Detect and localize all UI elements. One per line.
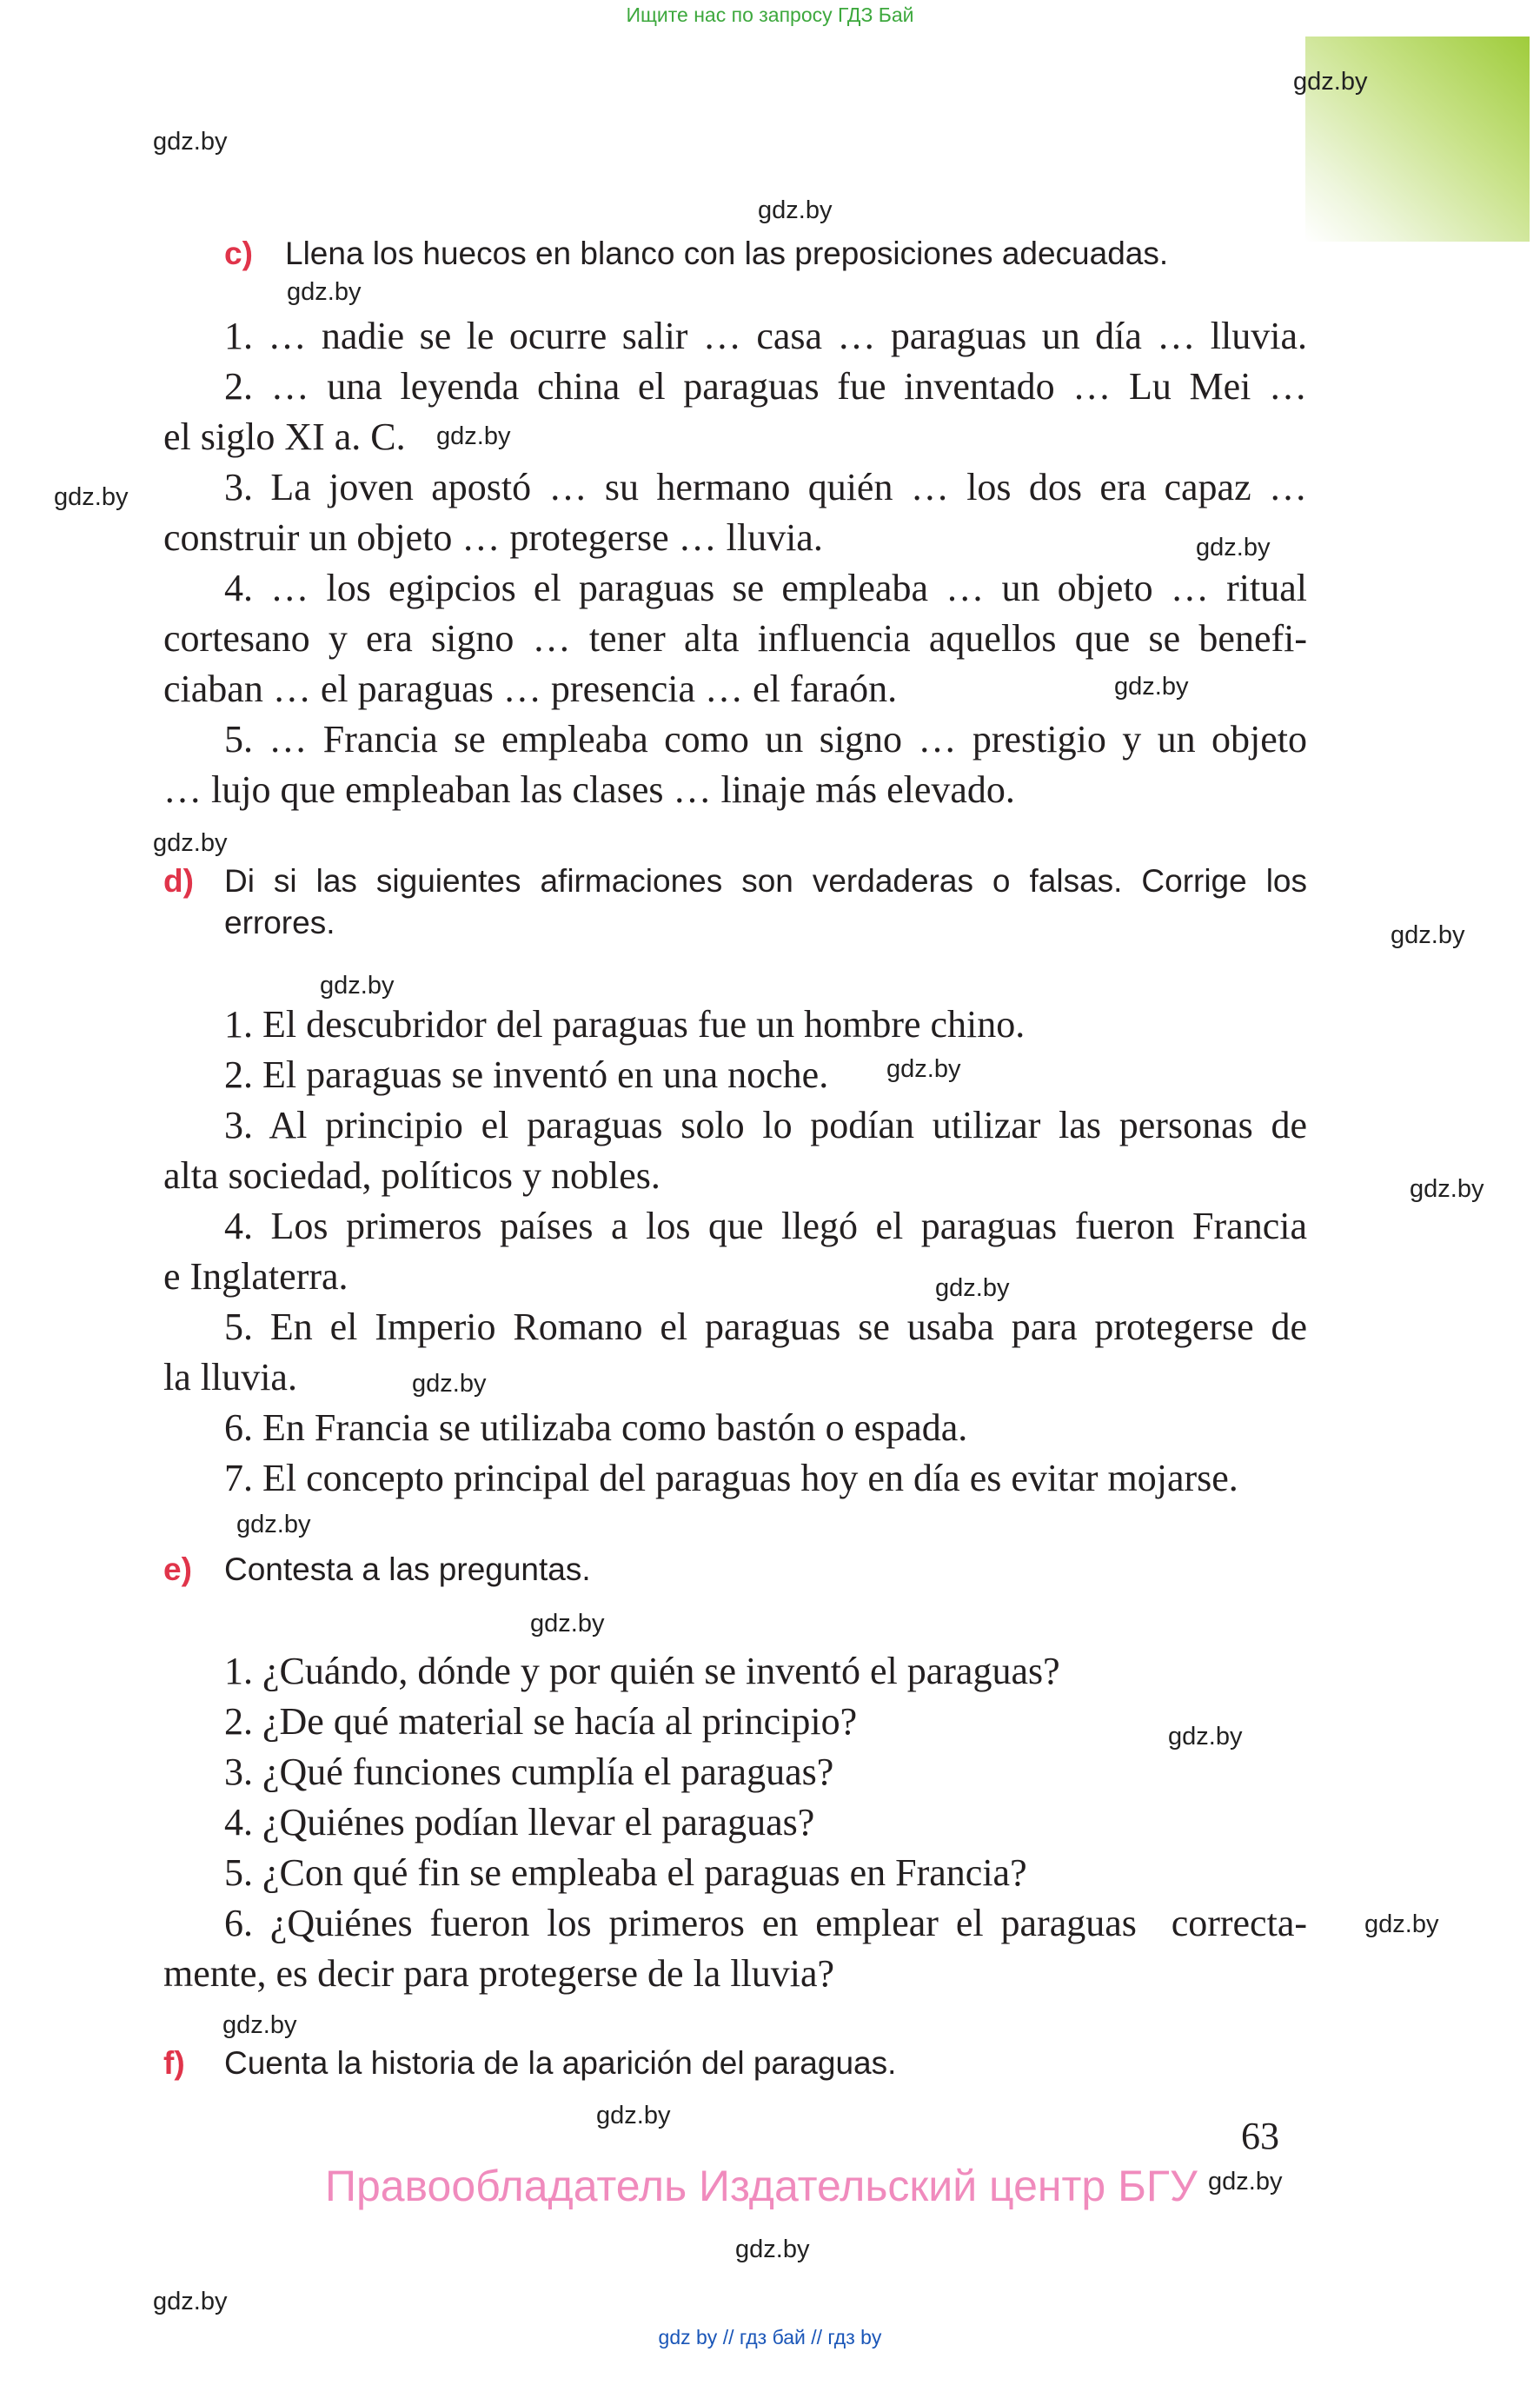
task-e-header — [163, 1549, 1307, 1591]
bottom-links-note: gdz by // гдз бай // гдз by — [658, 2326, 882, 2348]
exercise-line: 6. En Francia se utilizaba como bastón o espada. — [224, 1406, 968, 1449]
task-instruction: Contesta a las preguntas. — [224, 1551, 591, 1587]
watermark: gdz.by — [1208, 2168, 1283, 2196]
exercise-line: 2. … una leyenda china el paraguas fue inventado … Lu Mei … — [224, 365, 1307, 408]
exercise-line: 5. ¿Con qué fin se empleaba el paraguas en Francia? — [224, 1851, 1027, 1894]
task-label: d) — [163, 863, 194, 899]
watermark: gdz.by — [1168, 1723, 1243, 1751]
exercise-line: cortesano y era signo … tener alta influencia aquellos que se benefi- — [163, 617, 1307, 660]
watermark: gdz.by — [735, 2236, 810, 2263]
task-c-exercise — [163, 311, 1307, 815]
watermark: gdz.by — [236, 1511, 311, 1538]
task-instruction: Llena los huecos en blanco con las preposiciones adecuadas. — [285, 236, 1169, 271]
watermark: gdz.by — [935, 1274, 1010, 1302]
watermark: gdz.by — [758, 196, 833, 224]
watermark: gdz.by — [54, 483, 129, 511]
exercise-line: 3. La joven apostó … su hermano quién … los dos era capaz … — [224, 466, 1307, 508]
watermark: gdz.by — [320, 972, 395, 1000]
watermark: gdz.by — [436, 422, 511, 450]
task-label: e) — [163, 1551, 192, 1587]
watermark: gdz.by — [1364, 1910, 1439, 1938]
exercise-line: ciaban … el paraguas … presencia … el faraón. — [163, 668, 898, 710]
exercise-line: e Inglaterra. — [163, 1255, 348, 1298]
watermark: gdz.by — [1196, 534, 1271, 561]
watermark: gdz.by — [412, 1370, 487, 1398]
task-c-header — [224, 233, 1307, 275]
task-d-exercise — [163, 1000, 1307, 1504]
task-d-header — [163, 860, 1307, 944]
watermark: gdz.by — [596, 2102, 671, 2129]
task-instruction: Cuenta la historia de la aparición del paraguas. — [224, 2045, 897, 2081]
watermark: gdz.by — [1410, 1175, 1484, 1203]
task-label: c) — [224, 236, 253, 271]
watermark: gdz.by — [530, 1610, 605, 1638]
exercise-line: el siglo XI a. C. — [163, 415, 406, 458]
exercise-line: mente, es decir para protegerse de la lluvia? — [163, 1952, 835, 1995]
exercise-line: 5. … Francia se empleaba como un signo … prestigio y un objeto — [224, 718, 1307, 761]
watermark: gdz.by — [1391, 921, 1465, 949]
exercise-line: construir un objeto … protegerse … lluvia. — [163, 516, 823, 559]
exercise-line: 1. … nadie se le ocurre salir … casa … paraguas un día … lluvia. — [224, 315, 1307, 357]
watermark: gdz.by — [153, 829, 228, 857]
exercise-line: 7. El concepto principal del paraguas hoy en día es evitar mojarse. — [224, 1457, 1238, 1499]
exercise-line: 4. Los primeros países a los que llegó el paraguas fueron Francia — [224, 1205, 1307, 1247]
watermark: gdz.by — [1114, 673, 1189, 701]
task-label: f) — [163, 2045, 185, 2081]
task-f-header — [163, 2043, 1307, 2084]
exercise-line: … lujo que empleaban las clases … linaje más elevado. — [163, 768, 1015, 811]
exercise-line: 6. ¿Quiénes fueron los primeros en emplear el paraguas correcta- — [224, 1902, 1307, 1944]
watermark: gdz.by — [287, 278, 362, 306]
exercise-line: 1. El descubridor del paraguas fue un hombre chino. — [224, 1003, 1026, 1046]
exercise-line: 3. Al principio el paraguas solo lo podían utilizar las personas de — [224, 1104, 1307, 1146]
watermark: gdz.by — [222, 2011, 297, 2039]
exercise-line: alta sociedad, políticos y nobles. — [163, 1154, 660, 1197]
exercise-line: 2. ¿De qué material se hacía al principio? — [224, 1700, 858, 1743]
exercise-line: 4. ¿Quiénes podían llevar el paraguas? — [224, 1801, 815, 1844]
top-search-note: Ищите нас по запросу ГДЗ Бай — [626, 3, 914, 26]
exercise-line: 3. ¿Qué funciones cumplía el paraguas? — [224, 1751, 834, 1793]
page-number: 63 — [1241, 2115, 1279, 2157]
task-instruction: Di si las siguientes afirmaciones son verdaderas o falsas. Corrige los — [224, 863, 1307, 899]
task-e-exercise — [163, 1646, 1307, 1999]
exercise-line: 4. … los egipcios el paraguas se empleaba … un objeto … ritual — [224, 567, 1307, 609]
exercise-line: 2. El paraguas se inventó en una noche. — [224, 1053, 829, 1096]
exercise-line: 5. En el Imperio Romano el paraguas se usaba para protegerse de — [224, 1305, 1307, 1348]
watermark: gdz.by — [886, 1055, 961, 1083]
watermark: gdz.by — [153, 2288, 228, 2315]
watermark: gdz.by — [1293, 68, 1368, 96]
copyright-footer: Правообладатель Издательский центр БГУ — [325, 2162, 1198, 2210]
watermark: gdz.by — [153, 128, 228, 156]
task-instruction: errores. — [224, 905, 335, 940]
exercise-line: 1. ¿Cuándo, dónde y por quién se inventó el paraguas? — [224, 1650, 1060, 1692]
exercise-line: la lluvia. — [163, 1356, 297, 1398]
